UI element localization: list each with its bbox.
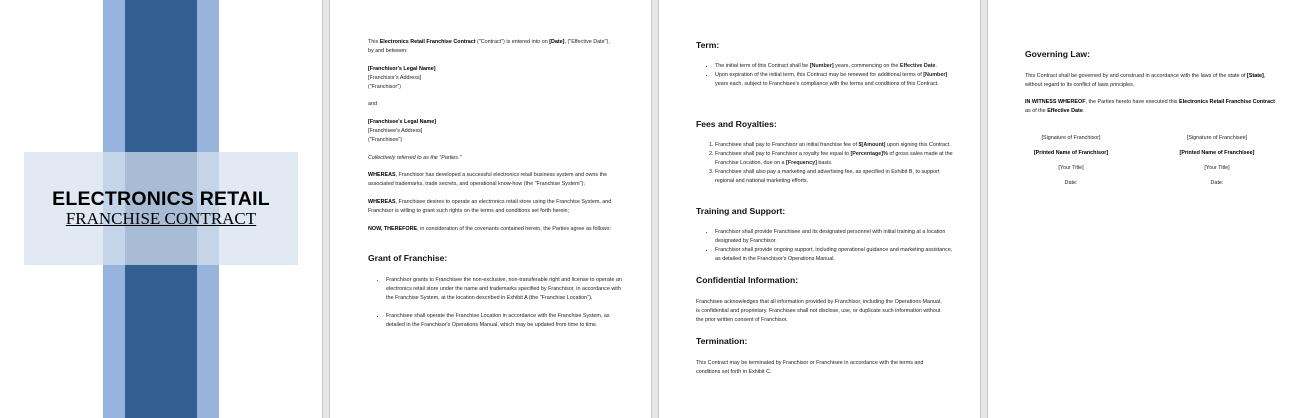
cover-title: ELECTRONICS RETAIL: [52, 188, 270, 210]
training-list: [703, 228, 957, 264]
intro-paragraph: This Electronics Retail Franchise Contract ("Contract") is entered into on [Date], ("Effective Date"), by and between:: [368, 39, 610, 54]
confidential-text: Franchisee acknowledges that all information provided by Franchisor, including the Operations Manual, is confidential and proprietary. Franchisee shall not disclose, use, or duplicate such information without the prior written consent of Franchisor.: [696, 299, 942, 323]
termination-heading: Termination:: [696, 336, 748, 346]
fee-item: 3. Franchisee shall also pay a marketing and advertising fee, as specified in Exhibit B, to support regional and national marketing efforts.: [715, 168, 957, 186]
fees-list: [703, 141, 957, 186]
cover-subtitle: FRANCHISE CONTRACT: [65, 209, 257, 228]
cover-page: [0, 0, 322, 418]
witness-clause: IN WITNESS WHEREOF, the Parties hereto have executed this Electronics Retail Franchise Contract as of the Effective Date.: [1025, 99, 1275, 114]
page-2: [330, 0, 651, 418]
signature-line: [Signature of Franchisor]: [1041, 135, 1101, 141]
title-line: [Your Title]: [1204, 165, 1230, 171]
grant-heading: Grant of Franchise:: [368, 253, 448, 263]
term-item: • The initial term of this Contract shall be [Number] years, commencing on the Effective Date.: [715, 62, 957, 71]
and-word: and: [368, 101, 377, 107]
fee-item: 1. Franchisee shall pay to Franchisor an initial franchise fee of $[Amount] upon signing this Contract.: [715, 141, 957, 150]
date-line: Date:: [1064, 180, 1078, 186]
printed-name: [Printed Name of Franchisor]: [1033, 150, 1109, 156]
term-list: [703, 62, 957, 89]
grant-item: • Franchisee shall operate the Franchise Location in accordance with the Franchise System, as detailed in the Franchisor's Operations Manual, which may be updated from time to time.: [386, 312, 626, 330]
governing-law-text: This Contract shall be governed by and construed in accordance with the laws of the state of [State], without regard to its conflict of laws principles.: [1025, 73, 1266, 88]
whereas-clause-1: WHEREAS, Franchisor has developed a successful electronics retail business system and owns the associated trademarks, trade secrets, and operational know-how (the "Franchise System");: [368, 172, 608, 187]
page-3: [659, 0, 980, 418]
printed-name: [Printed Name of Franchisee]: [1179, 150, 1255, 156]
franchisor-party-block: [Franchisor's Legal Name] [Franchisor's Address] ("Franchisor"): [368, 66, 436, 90]
governing-law-heading: Governing Law:: [1025, 49, 1090, 59]
whereas-clause-2: WHEREAS, Franchisee desires to operate an electronics retail store using the Franchise System, and Franchisor is willing to grant such rights on the terms and conditions set forth herein;: [368, 199, 612, 214]
training-item: • Franchisor shall provide Franchisee and its designated personnel with initial training at a location designated by Franchisor.: [715, 228, 957, 246]
training-heading: Training and Support:: [696, 206, 786, 216]
title-line: [Your Title]: [1058, 165, 1084, 171]
grant-list: [374, 276, 626, 330]
signature-line: [Signature of Franchisee]: [1186, 135, 1248, 141]
franchisee-signature-block: [1157, 134, 1277, 188]
fee-item: 2. Franchisee shall pay to Franchisor a royalty fee equal to [Percentage]% of gross sales made at the Franchise Location, due on a [Frequency] basis.: [715, 150, 957, 168]
term-item: • Upon expiration of the initial term, this Contract may be renewed for additional terms of [Number] years each, subject to Franchisee's compliance with the terms and conditions of this Contract.: [715, 71, 957, 89]
fees-heading: Fees and Royalties:: [696, 119, 777, 129]
termination-text: This Contract may be terminated by Franchisor or Franchisee in accordance with the terms and conditions set forth in Exhibit C.: [696, 360, 924, 375]
grant-item: • Franchisor grants to Franchisee the non-exclusive, non-transferable right and license to operate an electronics retail store under the name and trademarks specified by Franchisor, in accordance with the Franchise System, at the location described in Exhibit A (the "Franchise Location").: [386, 276, 626, 303]
now-therefore-clause: NOW, THEREFORE, in consideration of the covenants contained herein, the Parties agree as follows:: [368, 226, 612, 232]
confidential-heading: Confidential Information:: [696, 275, 799, 285]
date-line: Date:: [1210, 180, 1224, 186]
collectively-line: Collectively referred to as the "Parties.": [368, 155, 462, 161]
franchisor-signature-block: [1011, 134, 1131, 188]
term-heading: Term:: [696, 40, 720, 50]
franchisee-party-block: [Franchisee's Legal Name] [Franchisee's Address] ("Franchisee"): [368, 119, 437, 143]
page-4: [988, 0, 1310, 418]
training-item: • Franchisor shall provide ongoing support, including operational guidance and marketing assistance, as detailed in the Franchisor's Operations Manual.: [715, 246, 957, 264]
